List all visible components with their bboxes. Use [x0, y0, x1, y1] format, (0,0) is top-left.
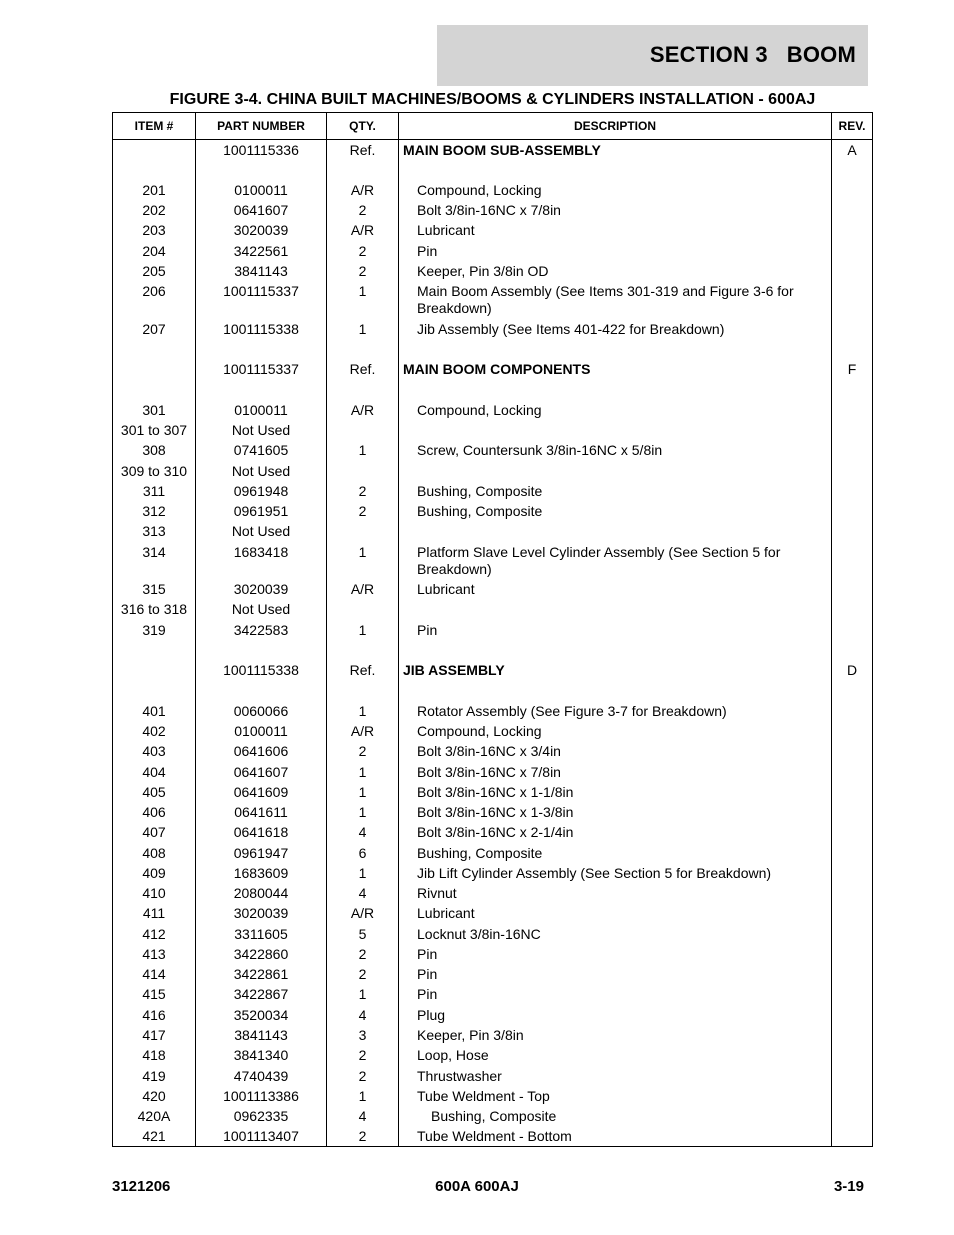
part-number-cell: 0641606 [233, 743, 289, 759]
quantity-cell: 1 [358, 283, 367, 299]
description-cell: Pin [417, 243, 438, 259]
part-number-cell: 3020039 [233, 905, 289, 921]
part-number-cell: 3841143 [234, 263, 288, 279]
description-cell: JIB ASSEMBLY [403, 662, 505, 678]
description-cell: Rivnut [417, 885, 457, 901]
part-number-cell: 3422860 [233, 946, 289, 962]
description-cell: Pin [417, 966, 438, 982]
item-number-cell: 421 [142, 1128, 166, 1144]
item-number-cell: 411 [142, 905, 166, 921]
part-number-cell: 3841143 [234, 1027, 288, 1043]
description-cell: MAIN BOOM SUB-ASSEMBLY [403, 142, 601, 158]
item-number-cell: 309 to 310 [120, 463, 188, 479]
quantity-cell: A/R [350, 905, 375, 921]
item-number-cell: 401 [142, 703, 166, 719]
description-cell: Bolt 3/8in-16NC x 3/4in [417, 743, 561, 759]
description-cell: Keeper, Pin 3/8in OD [417, 263, 549, 279]
quantity-cell: 4 [358, 824, 367, 840]
quantity-cell: 2 [358, 1047, 367, 1063]
part-number-cell: 0641607 [233, 764, 289, 780]
parts-table [112, 112, 873, 1147]
item-number-cell: 319 [142, 622, 166, 638]
description-cell: Compound, Locking [417, 723, 542, 739]
description-cell: Bushing, Composite [417, 845, 543, 861]
part-number-cell: 0100011 [234, 723, 288, 739]
description-cell: Bolt 3/8in-16NC x 7/8in [417, 202, 561, 218]
part-number-cell: 0961951 [233, 503, 289, 519]
part-number-cell: 1001115337 [223, 283, 299, 299]
description-cell: Jib Assembly (See Items 401-422 for Breakdown) [417, 321, 725, 337]
item-number-cell: 204 [142, 243, 166, 259]
description-cell: Bolt 3/8in-16NC x 1-3/8in [417, 804, 574, 820]
quantity-cell: Ref. [349, 142, 376, 158]
figure-title: FIGURE 3-4. CHINA BUILT MACHINES/BOOMS & CYLINDERS INSTALLATION - 600AJ [169, 91, 816, 108]
quantity-cell: 1 [358, 764, 367, 780]
header-divider [113, 139, 872, 140]
description-cell: Locknut 3/8in-16NC [417, 926, 541, 942]
part-number-cell: 1001113407 [223, 1128, 299, 1144]
description-cell: Pin [417, 946, 438, 962]
quantity-cell: 4 [358, 1108, 367, 1124]
footer-model: 600A 600AJ [435, 1178, 519, 1195]
quantity-cell: 4 [358, 1007, 367, 1023]
description-cell: Main Boom Assembly (See Items 301-319 and Figure 3-6 for Breakdown) [417, 283, 794, 316]
item-number-cell: 408 [142, 845, 166, 861]
quantity-cell: 1 [358, 865, 367, 881]
item-number-cell: 311 [142, 483, 166, 499]
description-cell: Bolt 3/8in-16NC x 7/8in [417, 764, 561, 780]
quantity-cell: 1 [358, 1088, 367, 1104]
quantity-cell: 2 [358, 483, 367, 499]
quantity-cell: 1 [358, 804, 367, 820]
quantity-cell: 2 [358, 946, 367, 962]
item-number-cell: 418 [142, 1047, 166, 1063]
quantity-cell: A/R [350, 723, 375, 739]
item-number-cell: 413 [142, 946, 166, 962]
quantity-cell: 4 [358, 885, 367, 901]
quantity-cell: Ref. [349, 361, 376, 377]
part-number-cell: 3422583 [233, 622, 289, 638]
item-number-cell: 412 [142, 926, 166, 942]
section-title: SECTION 3 BOOM [649, 42, 856, 67]
quantity-cell: 1 [358, 442, 367, 458]
item-number-cell: 405 [142, 784, 166, 800]
column-header-description: DESCRIPTION [573, 119, 656, 133]
quantity-cell: A/R [350, 182, 375, 198]
description-cell: Pin [417, 986, 438, 1002]
revision-cell: D [846, 662, 858, 678]
description-cell: MAIN BOOM COMPONENTS [403, 361, 591, 377]
section-banner [437, 25, 868, 86]
part-number-cell: 0641607 [233, 202, 289, 218]
part-number-cell: 3020039 [233, 581, 289, 597]
quantity-cell: 2 [358, 243, 367, 259]
item-number-cell: 205 [142, 263, 166, 279]
quantity-cell: A/R [350, 581, 375, 597]
part-number-cell: Not Used [231, 422, 291, 438]
item-number-cell: 414 [142, 966, 166, 982]
description-cell: Pin [417, 622, 438, 638]
item-number-cell: 420A [137, 1108, 171, 1124]
part-number-cell: 4740439 [233, 1068, 289, 1084]
item-number-cell: 415 [142, 986, 166, 1002]
quantity-cell: 2 [358, 202, 367, 218]
column-header-part-number: PART NUMBER [217, 119, 305, 133]
item-number-cell: 207 [142, 321, 166, 337]
revision-cell: F [847, 361, 857, 377]
item-number-cell: 315 [142, 581, 166, 597]
column-divider [398, 113, 399, 1146]
quantity-cell: 1 [358, 784, 367, 800]
item-number-cell: 407 [142, 824, 166, 840]
item-number-cell: 409 [142, 865, 166, 881]
quantity-cell: 1 [358, 703, 367, 719]
description-cell: Screw, Countersunk 3/8in-16NC x 5/8in [417, 442, 663, 458]
item-number-cell: 201 [142, 182, 166, 198]
description-cell: Compound, Locking [417, 182, 542, 198]
item-number-cell: 308 [142, 442, 166, 458]
description-cell: Thrustwasher [417, 1068, 502, 1084]
quantity-cell: 1 [358, 544, 367, 560]
description-cell: Bushing, Composite [431, 1108, 557, 1124]
quantity-cell: 2 [358, 263, 367, 279]
part-number-cell: 0641609 [233, 784, 289, 800]
description-cell: Lubricant [417, 222, 475, 238]
description-cell: Bushing, Composite [417, 503, 543, 519]
item-number-cell: 202 [142, 202, 166, 218]
description-cell: Bushing, Composite [417, 483, 543, 499]
quantity-cell: 1 [358, 986, 367, 1002]
part-number-cell: 0962335 [233, 1108, 289, 1124]
column-header-item: ITEM # [134, 119, 174, 133]
description-cell: Tube Weldment - Top [417, 1088, 550, 1104]
part-number-cell: 3311605 [234, 926, 288, 942]
description-cell: Platform Slave Level Cylinder Assembly (See Section 5 for Breakdown) [417, 544, 781, 577]
description-cell: Plug [417, 1007, 446, 1023]
part-number-cell: Not Used [231, 523, 291, 539]
item-number-cell: 316 to 318 [120, 601, 188, 617]
part-number-cell: 1683609 [233, 865, 289, 881]
quantity-cell: 1 [358, 622, 367, 638]
item-number-cell: 402 [142, 723, 166, 739]
quantity-cell: A/R [350, 222, 375, 238]
part-number-cell: 2080044 [233, 885, 289, 901]
item-number-cell: 301 [142, 402, 166, 418]
item-number-cell: 313 [142, 523, 166, 539]
item-number-cell: 206 [142, 283, 166, 299]
quantity-cell: A/R [350, 402, 375, 418]
item-number-cell: 419 [142, 1068, 166, 1084]
description-cell: Bolt 3/8in-16NC x 1-1/8in [417, 784, 574, 800]
part-number-cell: 0641611 [234, 804, 288, 820]
quantity-cell: 2 [358, 743, 367, 759]
description-cell: Tube Weldment - Bottom [417, 1128, 572, 1144]
item-number-cell: 314 [142, 544, 166, 560]
description-cell: Compound, Locking [417, 402, 542, 418]
description-cell: Loop, Hose [417, 1047, 489, 1063]
part-number-cell: 1683418 [233, 544, 289, 560]
part-number-cell: 1001115338 [223, 662, 299, 678]
part-number-cell: 1001115336 [223, 142, 299, 158]
description-cell: Lubricant [417, 905, 475, 921]
quantity-cell: 2 [358, 1068, 367, 1084]
item-number-cell: 203 [142, 222, 166, 238]
quantity-cell: 5 [358, 926, 367, 942]
quantity-cell: 2 [358, 1128, 367, 1144]
part-number-cell: 0060066 [233, 703, 289, 719]
item-number-cell: 403 [142, 743, 166, 759]
part-number-cell: 3422861 [233, 966, 289, 982]
part-number-cell: Not Used [231, 463, 291, 479]
item-number-cell: 420 [142, 1088, 166, 1104]
description-cell: Rotator Assembly (See Figure 3-7 for Breakdown) [417, 703, 727, 719]
item-number-cell: 410 [142, 885, 166, 901]
quantity-cell: 1 [358, 321, 367, 337]
part-number-cell: 3422867 [233, 986, 289, 1002]
part-number-cell: 0100011 [234, 182, 288, 198]
item-number-cell: 417 [142, 1027, 166, 1043]
part-number-cell: 0961947 [233, 845, 289, 861]
item-number-cell: 406 [142, 804, 166, 820]
revision-cell: A [847, 142, 857, 158]
quantity-cell: Ref. [349, 662, 376, 678]
description-cell: Bolt 3/8in-16NC x 2-1/4in [417, 824, 574, 840]
part-number-cell: 3520034 [233, 1007, 289, 1023]
item-number-cell: 301 to 307 [120, 422, 188, 438]
part-number-cell: 1001115337 [223, 361, 299, 377]
part-number-cell: 1001113386 [223, 1088, 299, 1104]
item-number-cell: 312 [142, 503, 166, 519]
footer-page-number: 3-19 [833, 1178, 864, 1195]
part-number-cell: 0100011 [234, 402, 288, 418]
part-number-cell: 0741605 [233, 442, 289, 458]
quantity-cell: 3 [358, 1027, 367, 1043]
part-number-cell: 3020039 [233, 222, 289, 238]
part-number-cell: Not Used [231, 601, 291, 617]
part-number-cell: 3841340 [233, 1047, 289, 1063]
part-number-cell: 0961948 [233, 483, 289, 499]
column-header-qty: QTY. [349, 119, 376, 133]
footer-document-number: 3121206 [112, 1178, 171, 1195]
part-number-cell: 3422561 [233, 243, 289, 259]
quantity-cell: 6 [358, 845, 367, 861]
description-cell: Lubricant [417, 581, 475, 597]
column-header-rev: REV. [838, 119, 866, 133]
column-divider [831, 113, 832, 1146]
item-number-cell: 416 [142, 1007, 166, 1023]
item-number-cell: 404 [142, 764, 166, 780]
quantity-cell: 2 [358, 503, 367, 519]
part-number-cell: 0641618 [233, 824, 289, 840]
description-cell: Jib Lift Cylinder Assembly (See Section 5 for Breakdown) [417, 865, 772, 881]
part-number-cell: 1001115338 [223, 321, 299, 337]
quantity-cell: 2 [358, 966, 367, 982]
description-cell: Keeper, Pin 3/8in [417, 1027, 524, 1043]
